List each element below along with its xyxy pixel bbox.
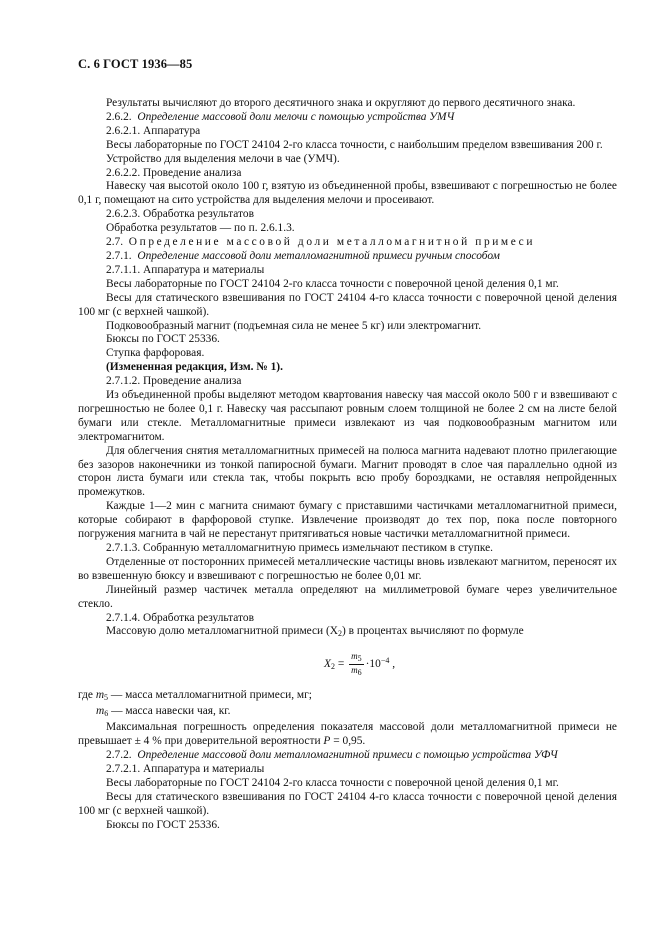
section-title: Определение массовой доли мелочи с помощью устройства УМЧ bbox=[137, 110, 455, 123]
paragraph: Отделенные от посторонних примесей металлические частицы вновь извлекают магнитом, переносят их во взвешенную бюксу и взвешивают с погрешностью не более 0,01 мг. bbox=[78, 555, 617, 582]
formula bbox=[78, 645, 617, 685]
section-number: 2.7.1. bbox=[106, 249, 132, 262]
formula-denominator: $m_6$ bbox=[351, 665, 362, 678]
paragraph: Весы лабораторные по ГОСТ 24104 2-го класса точности с поверочной ценой деления 0,1 мг. bbox=[106, 277, 559, 290]
section-title: Определение массовой доли металломагнитной примеси bbox=[128, 236, 536, 249]
formula-lhs-sub: 2 bbox=[330, 662, 335, 672]
paragraph: 2.7.1.3. Собранную металломагнитную примесь измельчают пестиком в ступке. bbox=[106, 542, 493, 554]
paragraph: Линейный размер частичек металла определяют на миллиметровой бумаге через увеличительное стекло. bbox=[78, 583, 617, 610]
formula-lhs-var: X bbox=[324, 658, 331, 671]
formula-legend-m6: $m_6$ — масса навески чая, кг. bbox=[96, 705, 231, 719]
paragraph: Весы для статического взвешивания по ГОСТ 24104 4-го класса точности с поверочной ценой деления 100 мг (с верхней чашкой). bbox=[78, 291, 617, 318]
section-heading bbox=[78, 749, 617, 763]
section-heading bbox=[78, 111, 617, 125]
section-number: 2.7. bbox=[106, 236, 124, 249]
paragraph: Весы лабораторные по ГОСТ 24104 2-го класса точности с поверочной ценой деления 0,1 мг. bbox=[106, 776, 559, 789]
paragraph: Максимальная погрешность определения показателя массовой доли металломагнитной примеси не превышает ± 4 % при доверительной вероятности P = 0,95. bbox=[78, 721, 617, 748]
subsection-heading: 2.7.1.4. Обработка результатов bbox=[106, 611, 254, 624]
paragraph: Каждые 1—2 мин с магнита снимают бумагу с приставшими частичками металломагнитной примеси, которые собирают в фарфоровой ступке. Извлечение производят до тех пор, пока после повторного погружения магнита в чай не перестанут притягиваться новые частички металломагнитной примеси. bbox=[78, 500, 617, 541]
subsection-heading: 2.7.2.1. Аппаратура и материалы bbox=[106, 762, 265, 775]
paragraph: Из объединенной пробы выделяют методом квартования навеску чая массой около 500 г и взвешивают с погрешностью не более 0,1 г. Навеску чая рассыпают ровным слоем толщиной не более 2 см на листе белой бумаги или стекле. Металломагнитные примеси извлекают из чая подковообразным магнитом или электромагнитом. bbox=[78, 389, 617, 443]
subsection-heading: 2.7.1.1. Аппаратура и материалы bbox=[106, 263, 265, 276]
subsection-heading: 2.6.2.1. Аппаратура bbox=[106, 124, 201, 137]
formula-multiplier: ·10 bbox=[365, 658, 381, 671]
formula-numerator: $m_5$ bbox=[351, 651, 362, 664]
paragraph: Результаты вычисляют до второго десятичного знака и округляют до первого десятичного знака. bbox=[106, 97, 576, 109]
amendment-note: (Измененная редакция, Изм. № 1). bbox=[106, 361, 283, 374]
formula-expression: $X_2$ = $\frac{m_5}{m_6}$ $\cdot 10^{-4}$ , bbox=[324, 651, 396, 678]
section-heading bbox=[78, 250, 617, 264]
page-header: С. 6 ГОСТ 1936—85 bbox=[78, 57, 193, 71]
paragraph: Бюксы по ГОСТ 25336. bbox=[106, 818, 220, 831]
paragraph: Для облегчения снятия металломагнитных примесей на полюса магнита надевают плотно прилегающие без зазоров наконечники из тонкой папиросной бумаги. Магнит проводят в слое чая параллельно одной из сторон листа бумаги или стекла так, чтобы покрыть всю пробу бороздками, не оставляя непройденных промежутков. bbox=[78, 444, 617, 499]
subsection-heading: 2.7.1.2. Проведение анализа bbox=[106, 375, 242, 388]
document-body bbox=[78, 97, 617, 832]
paragraph: Навеску чая высотой около 100 г, взятую из объединенной пробы, взвешивают с погрешностью не более 0,1 г, помещают на сито устройства для выделения мелочи и просеивают. bbox=[78, 180, 617, 207]
paragraph: Весы для статического взвешивания по ГОСТ 24104 4-го класса точности с поверочной ценой деления 100 мг (с верхней чашкой). bbox=[78, 790, 617, 817]
paragraph: Массовую долю металломагнитной примеси $(X_2)$ в процентах вычисляют по формуле bbox=[106, 625, 524, 639]
paragraph: Обработка результатов — по п. 2.6.1.3. bbox=[106, 222, 295, 235]
formula-fraction bbox=[349, 651, 364, 678]
paragraph: Подковообразный магнит (подъемная сила не менее 5 кг) или электромагнит. bbox=[106, 319, 482, 332]
subsection-heading: 2.6.2.2. Проведение анализа bbox=[106, 166, 242, 179]
paragraph: Весы лабораторные по ГОСТ 24104 2-го класса точности, с наибольшим пределом взвешивания 200 г. bbox=[106, 138, 603, 151]
paragraph: Бюксы по ГОСТ 25336. bbox=[106, 333, 220, 346]
section-title: Определение массовой доли металломагнитной примеси с помощью устройства УФЧ bbox=[137, 748, 558, 761]
section-heading bbox=[78, 236, 617, 250]
paragraph: Ступка фарфоровая. bbox=[106, 347, 205, 360]
section-number: 2.7.2. bbox=[106, 748, 132, 761]
formula-legend-m5: где $m_5$ — масса металломагнитной примеси, мг; bbox=[78, 689, 312, 703]
formula-eq: = bbox=[337, 658, 345, 671]
subsection-heading: 2.6.2.3. Обработка результатов bbox=[106, 208, 254, 221]
paragraph: Устройство для выделения мелочи в чае (УМЧ). bbox=[106, 152, 340, 165]
formula-exponent: −4 bbox=[380, 656, 390, 666]
section-title: Определение массовой доли металломагнитной примеси ручным способом bbox=[137, 249, 500, 262]
section-number: 2.6.2. bbox=[106, 110, 132, 123]
